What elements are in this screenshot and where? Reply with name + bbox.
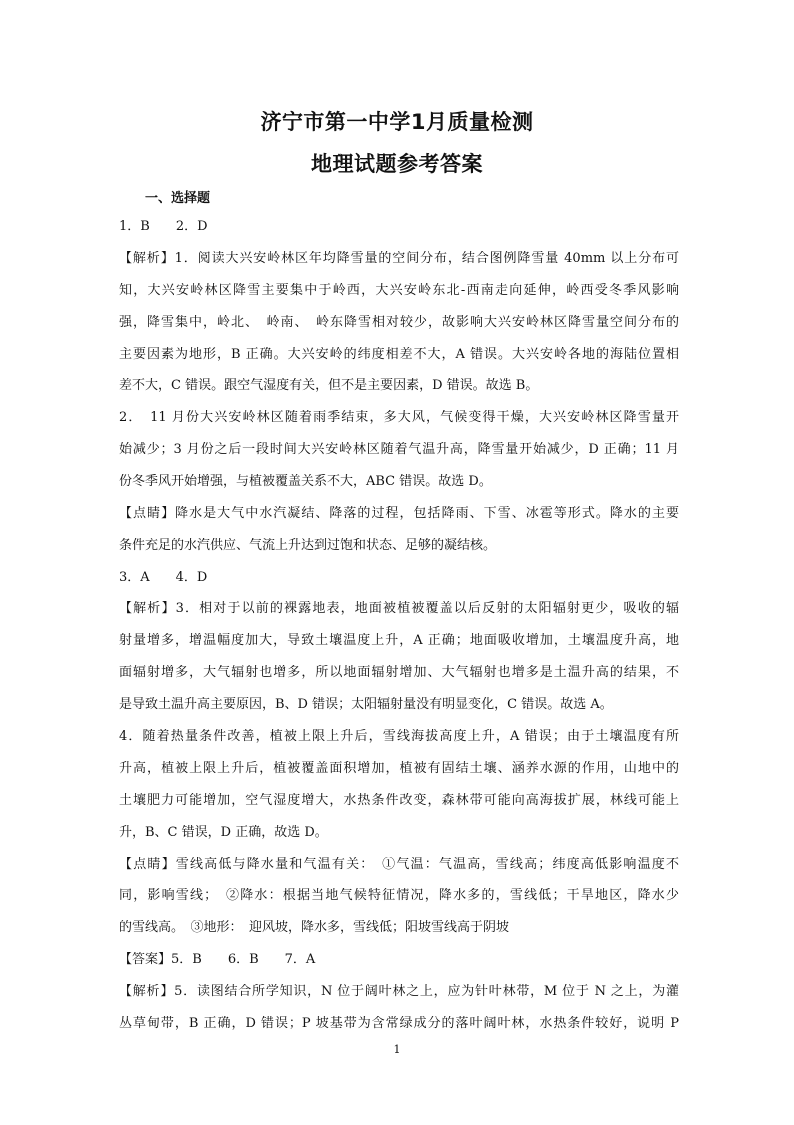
body-line: 升高，植被上限上升后，植被覆盖面积增加，植被有固结土壤、涵养水源的作用，山地中的 bbox=[119, 761, 679, 776]
body-line: 2． 11 月份大兴安岭林区随着雨季结束，多大风，气候变得干燥，大兴安岭林区降雪量开 bbox=[119, 410, 679, 425]
body-line: 【点睛】雪线高低与降水量和气温有关： ①气温：气温高，雪线高；纬度高低影响温度不 bbox=[119, 857, 679, 872]
body-line: 强，降雪集中，岭北、 岭南、 岭东降雪相对较少，故影响大兴安岭林区降雪量空间分布的 bbox=[119, 315, 679, 330]
answer-line: 1．B 2．D bbox=[119, 219, 208, 234]
body-line: 射量增多，增温幅度加大，导致土壤温度上升，A 正确；地面吸收增加，土壤温度升高，地 bbox=[119, 633, 679, 648]
body-line: 条件充足的水汽供应、气流上升达到过饱和状态、足够的凝结核。 bbox=[119, 538, 497, 553]
section-heading: 一、选择题 bbox=[145, 191, 211, 206]
body-line: 丛草甸带，B 正确，D 错误；P 坡基带为含常绿成分的落叶阔叶林，水热条件较好，说明 P bbox=[119, 1016, 679, 1031]
body-line: 是导致土温升高主要原因，B、D 错误；太阳辐射量没有明显变化，C 错误。故选 A。 bbox=[119, 697, 613, 712]
body-line: 【解析】1．阅读大兴安岭林区年均降雪量的空间分布，结合图例降雪量 40mm 以上分布可 bbox=[119, 251, 679, 266]
body-line: 土壤肥力可能增加，空气湿度增大，水热条件改变，森林带可能向高海拔扩展，林线可能上 bbox=[119, 793, 679, 808]
body-line: 的雪线高。 ③地形： 迎风坡，降水多，雪线低；阳坡雪线高于阴坡 bbox=[119, 920, 510, 935]
body-line: 份冬季风开始增强，与植被覆盖关系不大，ABC 错误。故选 D。 bbox=[119, 474, 492, 489]
document-subtitle: 地理试题参考答案 bbox=[311, 152, 483, 176]
body-line: 同，影响雪线； ②降水：根据当地气候特征情况，降水多的，雪线低；干旱地区，降水少 bbox=[119, 888, 679, 903]
answer-line: 【答案】5．B 6．B 7．A bbox=[119, 952, 316, 967]
body-line: 差不大，C 错误。跟空气湿度有关，但不是主要因素，D 错误。故选 B。 bbox=[119, 378, 539, 393]
body-line: 面辐射增多，大气辐射也增多，所以地面辐射增加、大气辐射也增多是土温升高的结果，不 bbox=[119, 665, 679, 680]
page-number: 1 bbox=[393, 1043, 401, 1056]
body-line: 升，B、C 错误，D 正确，故选 D。 bbox=[119, 825, 328, 840]
body-line: 始减少；3 月份之后一段时间大兴安岭林区随着气温升高，降雪量开始减少，D 正确；11 月 bbox=[119, 442, 679, 457]
body-line: 主要因素为地形，B 正确。大兴安岭的纬度相差不大，A 错误。大兴安岭各地的海陆位置相 bbox=[119, 347, 679, 362]
body-line: 知，大兴安岭林区降雪主要集中于岭西，大兴安岭东北-西南走向延伸，岭西受冬季风影响 bbox=[119, 283, 679, 298]
body-line: 【解析】3．相对于以前的裸露地表，地面被植被覆盖以后反射的太阳辐射更少，吸收的辐 bbox=[119, 601, 679, 616]
document-title: 济宁市第一中学1月质量检测 bbox=[260, 110, 534, 134]
body-line: 【解析】5．读图结合所学知识，N 位于阔叶林之上，应为针叶林带，M 位于 N 之上，为灌 bbox=[119, 984, 679, 999]
body-line: 4．随着热量条件改善，植被上限上升后，雪线海拔高度上升，A 错误；由于土壤温度有所 bbox=[119, 729, 679, 744]
body-line: 【点睛】降水是大气中水汽凝结、降落的过程，包括降雨、下雪、冰雹等形式。降水的主要 bbox=[119, 506, 679, 521]
answer-line: 3．A 4．D bbox=[119, 570, 208, 585]
